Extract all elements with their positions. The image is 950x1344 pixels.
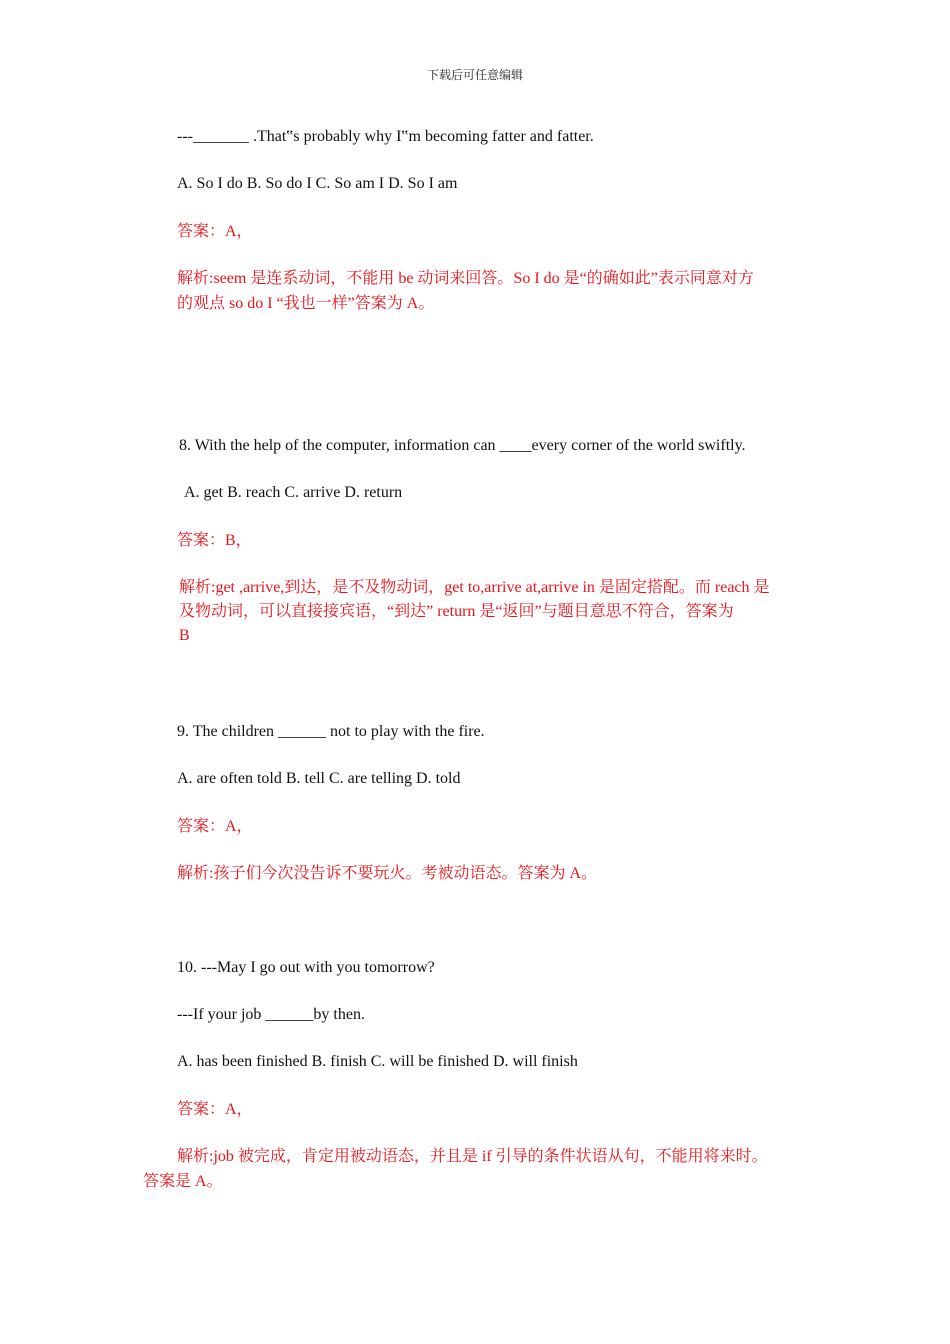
q10-analysis-line2: 答案是 A。 xyxy=(143,1173,223,1190)
q7-analysis-line2: 的观点 so do I “我也一样”答案为 A。 xyxy=(177,295,435,312)
q9-analysis: 解析:孩子们今次没告诉不要玩火。考被动语态。答案为 A。 xyxy=(177,865,598,882)
q7-answer: 答案：A， xyxy=(177,223,253,240)
q10-response: ---If your job ______by then. xyxy=(177,1006,365,1023)
q8-analysis-line1: 解析:get ,arrive,到达，是不及物动词，get to,arrive at,arrive in 是固定搭配。而 reach 是 xyxy=(179,579,770,596)
q8-options: A. get B. reach C. arrive D. return xyxy=(184,484,403,501)
q7-response: ---_______ .That‟s probably why I‟m becoming fatter and fatter. xyxy=(177,128,594,145)
q7-options: A. So I do B. So do I C. So am I D. So I am xyxy=(177,175,458,192)
q10-options: A. has been finished B. finish C. will be finished D. will finish xyxy=(177,1053,578,1070)
q8-answer: 答案：B， xyxy=(177,532,252,549)
q10-analysis-line1: 解析:job 被完成，肯定用被动语态，并且是 if 引导的条件状语从句，不能用将来时。 xyxy=(177,1148,768,1165)
page-header: 下载后可任意编辑 xyxy=(426,68,523,82)
q9-options: A. are often told B. tell C. are telling D. told xyxy=(177,770,461,787)
q10-answer: 答案：A， xyxy=(177,1101,253,1118)
q9-question: 9. The children ______ not to play with the fire. xyxy=(177,723,485,740)
q8-question: 8. With the help of the computer, information can ____every corner of the world swiftly. xyxy=(179,437,746,454)
q10-question: 10. ---May I go out with you tomorrow? xyxy=(177,959,435,976)
q8-analysis-line2: 及物动词，可以直接接宾语，“到达” return 是“返回”与题目意思不符合，答案为 xyxy=(179,603,734,620)
q7-analysis-line1: 解析:seem 是连系动词，不能用 be 动词来回答。So I do 是“的确如此”表示同意对方 xyxy=(177,270,754,287)
q9-answer: 答案：A， xyxy=(177,818,253,835)
q8-analysis-line3: B xyxy=(179,627,190,644)
